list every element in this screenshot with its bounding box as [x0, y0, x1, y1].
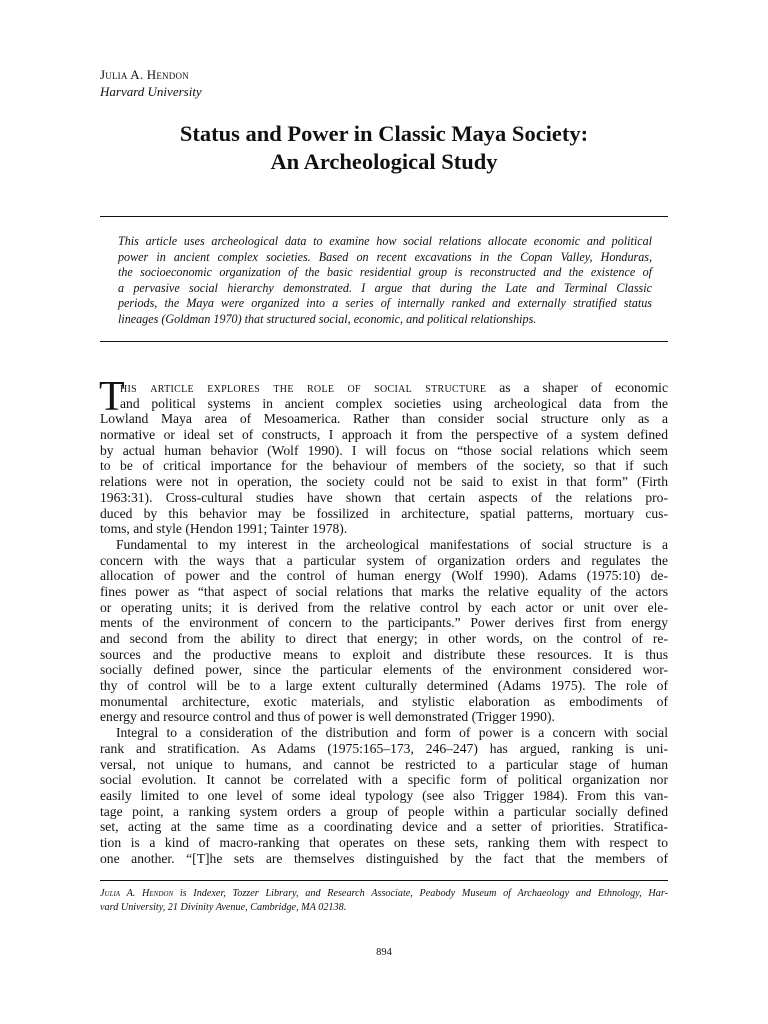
abstract-top-rule [100, 216, 668, 217]
author-name: Julia A. Hendon [100, 67, 189, 82]
body-text [99, 374, 668, 866]
body-line: tion is a kind of macro-ranking that operates on these sets, ranking them with respect to [100, 834, 668, 850]
body-line: and second from the ability to direct that energy; in other words, on the control of re- [100, 631, 668, 646]
abstract-line: the socioeconomic organization of the basic residential group is reconstructed and the existence of [118, 265, 652, 280]
body-line: energy and resource control and thus of power is well demonstrated (Trigger 1990). [100, 709, 555, 725]
page-number: 894 [376, 947, 392, 958]
abstract-bottom-rule [100, 341, 668, 342]
body-line: sources and the productive means to exploit and distribute these resources. It is thus [100, 646, 668, 662]
lead-in: his article explores the role of social structure [120, 380, 487, 395]
abstract-line: power in ancient complex societies. Based on recent excavations in the Copan Valley, Honduras, [118, 249, 652, 264]
body-line: monumental architecture, exotic materials, and stylistic elaboration as embodiments of [100, 693, 668, 709]
body-line: set, acting at the same time as a coordinating device and a setter of priorities. Stratifica- [100, 819, 668, 835]
author-affiliation: Harvard University [100, 84, 202, 99]
footnote-text: is Indexer, Tozzer Library, and Research Associate, Peabody Museum of Archaeology and Ethnology, Har- [173, 888, 668, 899]
body-line-rest: as a shaper of economic [486, 380, 668, 395]
abstract-line: This article uses archeological data to examine how social relations allocate economic and political [118, 234, 652, 248]
author-footnote [100, 887, 668, 914]
body-line: and political systems in ancient complex societies using archeological data from the [120, 395, 668, 411]
footnote-rule [100, 880, 668, 881]
body-line: to be of critical importance for the behaviour of members of the society, so that if such [100, 458, 668, 474]
body-line: Lowland Maya area of Mesoamerica. Rather than consider social structure only as a [100, 411, 668, 427]
body-line: versal, not unique to humans, and cannot be restricted to a particular stage of human [100, 756, 668, 772]
abstract-line: lineages (Goldman 1970) that structured social, economic, and political relationships. [118, 311, 537, 326]
body-line: or operating units; it is derived from the relative control by each actor or unit over ele- [100, 599, 668, 615]
body-line: fines power as “that aspect of social relations that marks the relative equality of the actors [100, 583, 668, 599]
body-line: duced by this behavior may be fossilized in architecture, spatial patterns, mortuary cus- [100, 505, 668, 521]
body-line: thy of control will be to a large extent culturally determined (Adams 1975). The role of [100, 678, 668, 694]
body-line: 1963:31). Cross-cultural studies have shown that certain aspects of the relations pro- [100, 489, 668, 505]
footnote-line: vard University, 21 Divinity Avenue, Cambridge, MA 02138. [100, 901, 347, 913]
body-line: tage point, a ranking system orders a group of people within a particular socially defined [100, 803, 668, 819]
body-line: by actual human behavior (Wolf 1990). I will focus on “those social relations which seem [100, 442, 668, 458]
body-line: toms, and style (Hendon 1991; Tainter 1978). [100, 521, 348, 537]
footnote-author-name: Julia A. Hendon [100, 888, 174, 899]
body-line: relations were not in operation, the society could not be said to exist in that form” (Firth [100, 474, 668, 490]
body-line: Fundamental to my interest in the archeological manifestations of social structure is a [116, 536, 668, 552]
body-line: rank and stratification. As Adams (1975:165–173, 246–247) has argued, ranking is uni- [100, 740, 668, 756]
body-line: one another. “[T]he sets are themselves distinguished by the fact that the members of [100, 850, 668, 866]
abstract-line: a pervasive social hierarchy demonstrated. I argue that during the Late and Terminal Classic [118, 280, 652, 295]
drop-cap: T [99, 374, 125, 420]
title-line-1: Status and Power in Classic Maya Society: [179, 121, 589, 146]
body-line: social evolution. It cannot be correlated with a specific form of political organization nor [100, 772, 668, 788]
body-line: concern with the ways that a particular system of organization orders and regulates the [100, 552, 668, 568]
article-title [100, 120, 668, 176]
footnote-line [100, 887, 668, 901]
abstract [118, 234, 652, 328]
body-line: normative or ideal set of constructs, I approach it from the perspective of a system defined [100, 427, 668, 443]
body-line: socially defined power, since the particular elements of the environment considered wor- [100, 662, 668, 678]
body-line: ments of the environment of concern to the participants.” Power derives first from energy [100, 615, 668, 631]
body-line: easily limited to one level of some ideal typology (see also Trigger 1984). From this van- [100, 787, 668, 803]
title-line-2: An Archeological Study [270, 149, 498, 174]
body-line: allocation of power and the control of human energy (Wolf 1990). Adams (1975:10) de- [100, 568, 668, 584]
body-line [100, 380, 668, 396]
author-block [100, 66, 202, 100]
abstract-line: periods, the Maya were organized into a series of internally ranked and externally stratified status [118, 296, 652, 311]
body-line: Integral to a consideration of the distribution and form of power is a concern with social [116, 725, 668, 741]
